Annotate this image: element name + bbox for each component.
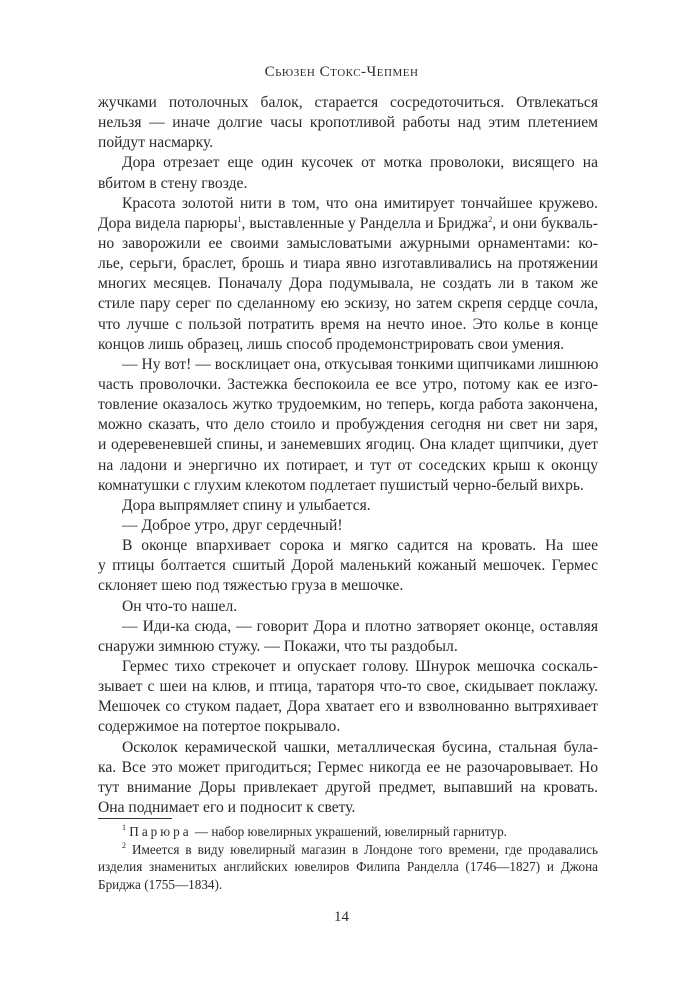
text-line: В оконце впархивает сорока и мягко садится на кровать. На шее: [122, 537, 598, 555]
text-line: зывает с шеи на клюв, и птица, тараторя что-то свое, скидывает поклажу.: [98, 678, 598, 696]
running-header: Сьюзен Стокс-Чепмен: [264, 64, 419, 80]
footnote-line: изделия знаменитых английских ювелиров Филипа Ранделла (1746—1827) и Джона: [98, 859, 598, 875]
footnotes: [98, 823, 598, 893]
footnote: [98, 823, 598, 841]
paragraph: [98, 93, 598, 153]
text-line: Гермес тихо стрекочет и опускает голову. Шнурок мешочка соскаль-: [122, 657, 598, 675]
text-line: нельзя — иначе долгие часы кропотливой работы над этим плетением: [98, 114, 598, 132]
text-line: Он что-то нашел.: [122, 597, 238, 615]
footnote-ref[interactable]: 1: [237, 214, 242, 224]
footnote-line: $^2$ Имеется в виду ювелирный магазин в Лондоне того времени, где продавались: [122, 840, 599, 857]
text-line: — Иди-ка сюда, — говорит Дора и плотно затворяет оконце, оставляя: [122, 617, 598, 635]
text-line: что лучше с пользой потратить время на нечто иное. Это колье в конце: [98, 315, 598, 333]
text-line: — Доброе утро, друг сердечный!: [122, 516, 343, 534]
footnote-term: Парюра: [129, 824, 192, 839]
footnote: [98, 841, 598, 894]
paragraph: [98, 496, 598, 516]
text-line: но заворожили ее своими замысловатыми ажурными орнаментами: ко-: [98, 234, 598, 252]
text-line: содержимое на потертое покрывало.: [98, 718, 341, 736]
body-text: [98, 93, 598, 818]
text-line: на ладони и энергично их потирает, и тут от соседских крыш к оконцу: [98, 456, 598, 474]
text-line: снаружи зимнюю стужу. — Покажи, что ты раздобыл.: [98, 637, 458, 655]
text-line: Красота золотой нити в том, что она имитирует тончайшее кружево.: [122, 194, 598, 212]
text-line: комнатушки с глухим клекотом подлетает пушистый черно-белый вихрь.: [98, 476, 584, 494]
text-line: многих месяцев. Поначалу Дора подумывала, не создать ли в таком же: [98, 275, 598, 293]
text-line: — Ну вот! — восклицает она, откусывая тонкими щипчиками лишнюю: [122, 355, 599, 373]
footnote-divider: [98, 818, 172, 819]
text-line: Она поднимает его и подносит к свету.: [98, 798, 356, 816]
paragraph: [98, 516, 598, 536]
text-line: пойдут насмарку.: [98, 134, 214, 152]
footnote-line: Бриджа (1755—1834).: [98, 876, 223, 892]
paragraph: [98, 536, 598, 596]
paragraph: [98, 194, 598, 355]
paragraph: [98, 657, 598, 738]
text-line: вбитом в стену гвозде.: [98, 174, 248, 192]
text-line: тут внимание Доры привлекает другой предмет, выпавший на кровать.: [98, 778, 598, 796]
text-line: стиле пару серег по сделанному ею эскизу, но затем скрепя сердце сочла,: [98, 295, 598, 313]
text-line: лье, серьги, браслет, брошь и тиара явно изготавливались на протяжении: [98, 255, 598, 273]
page-number: 14: [334, 909, 349, 925]
text-line: жучками потолочных балок, старается сосредоточиться. Отвлекаться: [98, 94, 598, 111]
footnote-ref[interactable]: 2: [488, 214, 493, 224]
footnote-mark: 2: [122, 840, 126, 850]
text-line: Дора выпрямляет спину и улыбается.: [122, 496, 371, 514]
text-line: склоняет шею под тяжестью груза в мешочке.: [98, 577, 404, 595]
text-line: ка. Все это может пригодиться; Гермес никогда ее не разочаровывает. Но: [98, 758, 598, 776]
paragraph: [98, 738, 598, 819]
paragraph: [98, 355, 598, 496]
paragraph: [98, 597, 598, 617]
paragraph: [98, 617, 598, 657]
text-line: Дора видела парюры$^1$, выставленные у Ранделла и Бриджа$^2$, и они букваль-: [98, 214, 598, 232]
paragraph: [98, 153, 598, 193]
text-line: концов лишь образец, лишь способ продемонстрировать свои умения.: [98, 335, 565, 353]
text-line: у птицы болтается сшитый Дорой маленький кожаный мешочек. Гермес: [98, 557, 598, 575]
text-line: товление оказалось жутко трудоемким, но теперь, когда работа закончена,: [98, 396, 598, 414]
text-line: и одеревеневшей спины, и занемевших ягодиц. Она кладет щипчики, дует: [98, 436, 598, 454]
text-line: можно сказать, что дело стоило и пробуждения сегодня ни свет ни заря,: [98, 416, 598, 434]
text-line: Мешочек со стуком падает, Дора хватает его и взволнованно вытряхивает: [98, 698, 598, 716]
text-line: Дора отрезает еще один кусочек от мотка проволоки, висящего на: [122, 154, 598, 172]
text-line: часть проволочки. Застежка беспокоила ее все утро, потому как ее изго-: [98, 375, 598, 393]
footnote-line: $^1$ Парюра — набор ювелирных украшений, ювелирный гарнитур.: [122, 823, 507, 839]
text-line: Осколок керамической чашки, металлическая бусина, стальная була-: [122, 738, 598, 756]
footnote-mark: 1: [122, 823, 126, 832]
